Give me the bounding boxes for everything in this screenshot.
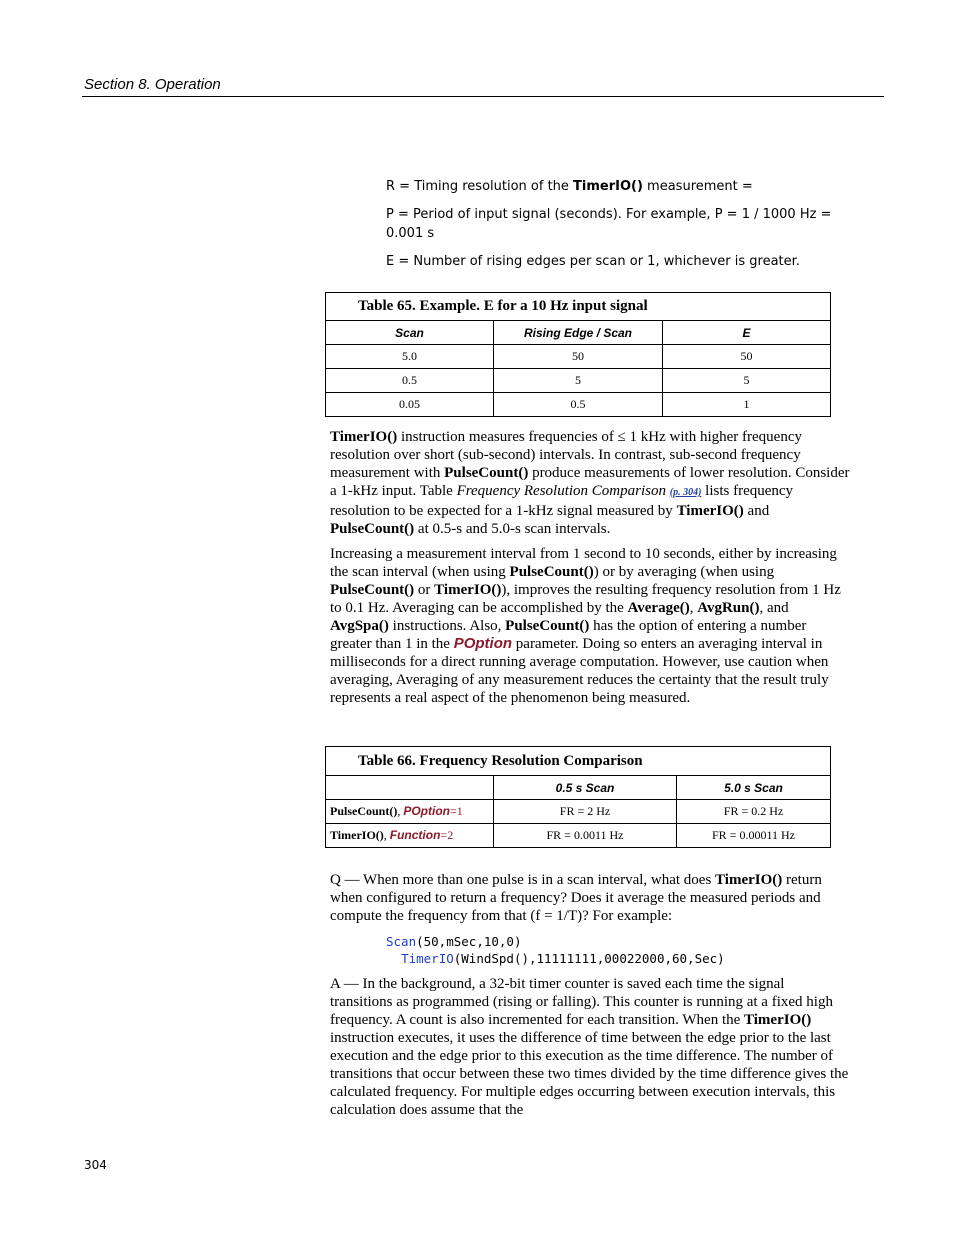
table-65: [325, 292, 831, 417]
table-row: [326, 393, 831, 417]
cross-reference-title: Frequency Resolution Comparison: [456, 483, 666, 499]
row-label: TimerIO(), Function=2: [326, 824, 494, 848]
table-cell: FR = 0.2 Hz: [677, 800, 831, 824]
table-row: [326, 345, 831, 369]
definition-r: R = Timing resolution of the TimerIO() measurement =: [386, 179, 753, 194]
definition-p: P = Period of input signal (seconds). For example, P = 1 / 1000 Hz = 0.001 s: [386, 207, 832, 241]
table-cell: 1: [663, 393, 831, 417]
definition-e: E = Number of rising edges per scan or 1, whichever is greater.: [386, 254, 800, 269]
code-example: Scan(50,mSec,10,0) TimerIO(WindSpd(),11111111,00022000,60,Sec): [386, 934, 725, 966]
paragraph-answer: A — In the background, a 32-bit timer counter is saved each time the signal transitions as programmed (rising or falling). This counter is running at a fixed high frequency. A count is also incremented for each transition. When the TimerIO() instruction executes, it uses the difference of time between the edge prior to the last execution and the edge prior to this execution as the time difference. The number of transitions that occur between these two times divided by the time difference gives the calculated frequency. For multiple edges occurring between execution intervals, this calculation does assume that the: [330, 976, 849, 1118]
table-cell: 5.0: [326, 345, 494, 369]
table-66-header: 5.0 s Scan: [677, 776, 831, 800]
paragraph-question: Q — When more than one pulse is in a scan interval, what does TimerIO() return when configured to return a frequency? Does it average the measured periods and compute the frequency from that (f = 1/T)? For example:: [330, 872, 822, 924]
table-65-header: E: [663, 321, 831, 345]
header-rule: [82, 96, 884, 97]
table-cell: 0.05: [326, 393, 494, 417]
table-66: [325, 746, 831, 848]
table-65-caption: Table 65. Example. E for a 10 Hz input signal: [326, 293, 831, 321]
parameter-name: POption: [453, 635, 513, 652]
table-cell: 5: [494, 369, 663, 393]
code-keyword: TimerIO: [401, 951, 454, 966]
table-cell: 50: [663, 345, 831, 369]
table-cell: 50: [494, 345, 663, 369]
table-row: [326, 824, 831, 848]
table-65-header: Rising Edge / Scan: [494, 321, 663, 345]
page-number: 304: [84, 1158, 107, 1172]
table-cell: FR = 2 Hz: [494, 800, 677, 824]
table-65-header: Scan: [326, 321, 494, 345]
table-66-header: 0.5 s Scan: [494, 776, 677, 800]
cross-reference-link[interactable]: (p. 304): [669, 487, 702, 498]
table-66-header: [326, 776, 494, 800]
running-header: Section 8. Operation: [84, 76, 221, 93]
table-cell: 0.5: [326, 369, 494, 393]
table-cell: FR = 0.00011 Hz: [677, 824, 831, 848]
table-cell: FR = 0.0011 Hz: [494, 824, 677, 848]
table-66-caption: Table 66. Frequency Resolution Comparison: [326, 747, 831, 776]
code-keyword: Scan: [386, 934, 417, 949]
table-cell: 0.5: [494, 393, 663, 417]
table-row: [326, 800, 831, 824]
table-cell: 5: [663, 369, 831, 393]
paragraph-measurement-interval: Increasing a measurement interval from 1 second to 10 seconds, either by increasing the scan interval (when using PulseCount()) or by averaging (when using PulseCount() or TimerIO()), improves the resulting frequency resolution from 1 Hz to 0.1 Hz. Averaging can be accomplished by the Average(), AvgRun(), and AvgSpa() instructions. Also, PulseCount() has the option of entering a number greater than 1 in the POption parameter. Doing so enters an averaging interval in milliseconds for a direct running average computation. However, use caution when averaging, Averaging of any measurement reduces the certainty that the result truly represents a real aspect of the phenomenon being measured.: [330, 546, 841, 706]
paragraph-timerio-resolution: TimerIO() instruction measures frequencies of ≤ 1 kHz with higher frequency resolution over short (sub-second) intervals. In contrast, sub-second frequency measurement with PulseCount() produce measurements of lower resolution. Consider a 1-kHz input. Table Frequency Resolution Comparison (p. 304) lists frequency resolution to be expected for a 1-kHz signal measured by TimerIO() and PulseCount() at 0.5-s and 5.0-s scan intervals.: [330, 429, 850, 537]
row-label: PulseCount(), POption=1: [326, 800, 494, 824]
table-row: [326, 369, 831, 393]
